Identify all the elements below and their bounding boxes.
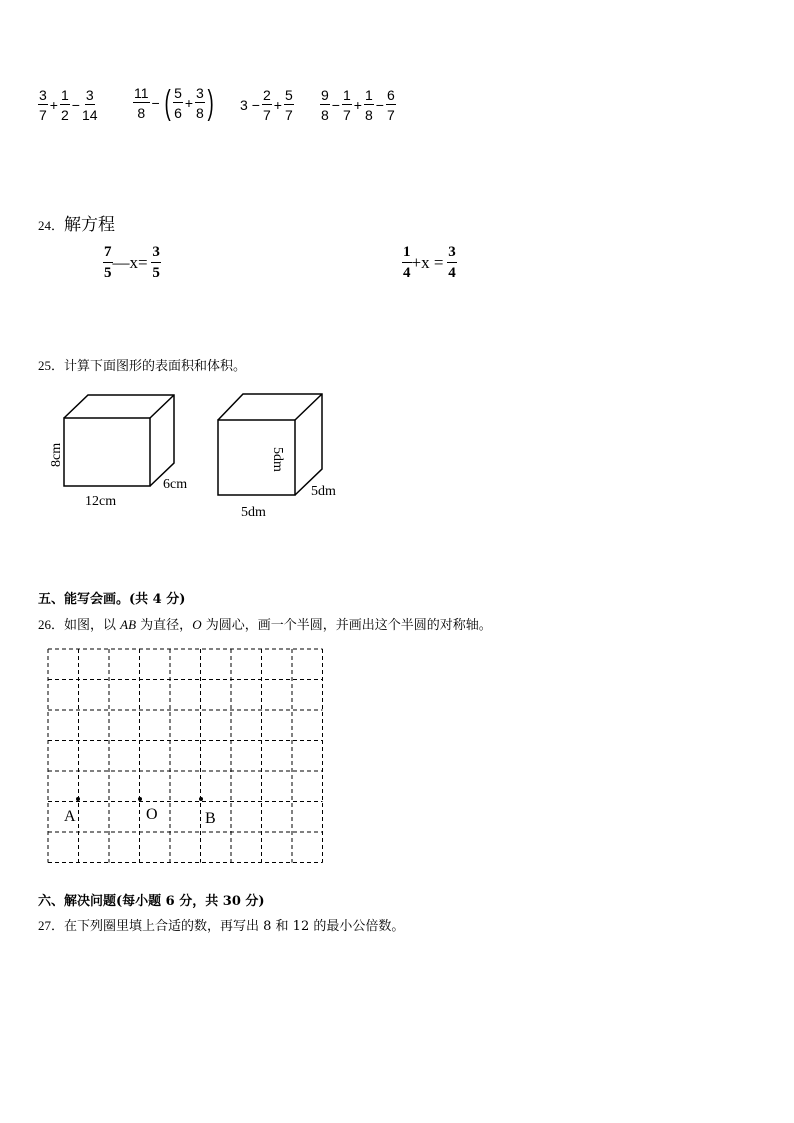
fraction: $\frac{1}{8}$: [364, 87, 373, 123]
q26-prompt: 26．如图，以 AB 为直径，O 为圆心，画一个半圆，并画出这个半圆的对称轴。: [38, 617, 492, 633]
section-5-heading: 五、能写会画。(共 4 分): [38, 592, 186, 607]
cube-figure: [210, 385, 360, 525]
q24-equation-1: $\frac{7}{5}$ —x= $\frac{3}{5}$: [104, 244, 160, 281]
fraction: $\frac{1}{2}$: [60, 87, 69, 123]
cuboid-figure: [40, 385, 220, 515]
cube-width-label: 5dm: [311, 484, 336, 499]
fraction: $\frac{9}{8}$: [321, 87, 329, 123]
fraction: $\frac{11}{8}$: [134, 85, 149, 121]
fraction: $\frac{1}{7}$: [342, 87, 351, 123]
q24-heading: 24．解方程: [38, 215, 116, 235]
q24-equation-2: $\frac{1}{4}$ +x = $\frac{3}{4}$: [403, 244, 456, 281]
point-a-dot: [76, 797, 80, 801]
fraction: $\frac{5}{6}$: [174, 85, 182, 121]
point-o-label: O: [146, 806, 158, 823]
q23-expression-3: 3 − $\frac{2}{7}$ + $\frac{5}{7}$: [240, 87, 293, 123]
fraction: $\frac{2}{7}$: [262, 87, 271, 123]
fraction: $\frac{3}{14}$: [81, 87, 98, 123]
q23-expression-4: $\frac{9}{8}$ − $\frac{1}{7}$ + $\frac{1}{8}$ − $\frac{6}{7}$: [321, 87, 395, 123]
section-6-heading: 六、解决问题(每小题 6 分，共 30 分): [38, 894, 265, 909]
fraction: $\frac{3}{7}$: [39, 87, 47, 123]
q27-prompt: 27．在下列圈里填上合适的数，再写出 8 和 12 的最小公倍数。: [38, 918, 405, 934]
point-o-dot: [138, 797, 142, 801]
cuboid-length-label: 12cm: [85, 494, 117, 509]
dotted-grid: [45, 646, 325, 866]
cube-height-label: 5dm: [270, 447, 285, 472]
point-a-label: A: [64, 808, 76, 825]
fraction: $\frac{3}{8}$: [196, 85, 204, 121]
fraction: $\frac{1}{4}$: [403, 244, 411, 281]
cuboid-height-label: 8cm: [49, 442, 64, 467]
cube-length-label: 5dm: [241, 505, 266, 520]
point-b-label: B: [205, 810, 216, 827]
cuboid-width-label: 6cm: [163, 477, 188, 492]
q25-prompt: 25．计算下面图形的表面积和体积。: [38, 358, 247, 374]
point-b-dot: [199, 797, 203, 801]
fraction: $\frac{7}{5}$: [104, 244, 112, 281]
q23-expression-2: $\frac{11}{8}$ − ( $\frac{5}{6}$ + $\frac{3}{8}$ ): [134, 84, 214, 122]
fraction: $\frac{5}{7}$: [284, 87, 293, 123]
fraction: $\frac{3}{5}$: [152, 244, 160, 281]
fraction: $\frac{3}{4}$: [448, 244, 456, 281]
fraction: $\frac{6}{7}$: [386, 87, 395, 123]
q23-expression-1: $\frac{3}{7}$ + $\frac{1}{2}$ − $\frac{3}{14}$: [39, 87, 98, 123]
